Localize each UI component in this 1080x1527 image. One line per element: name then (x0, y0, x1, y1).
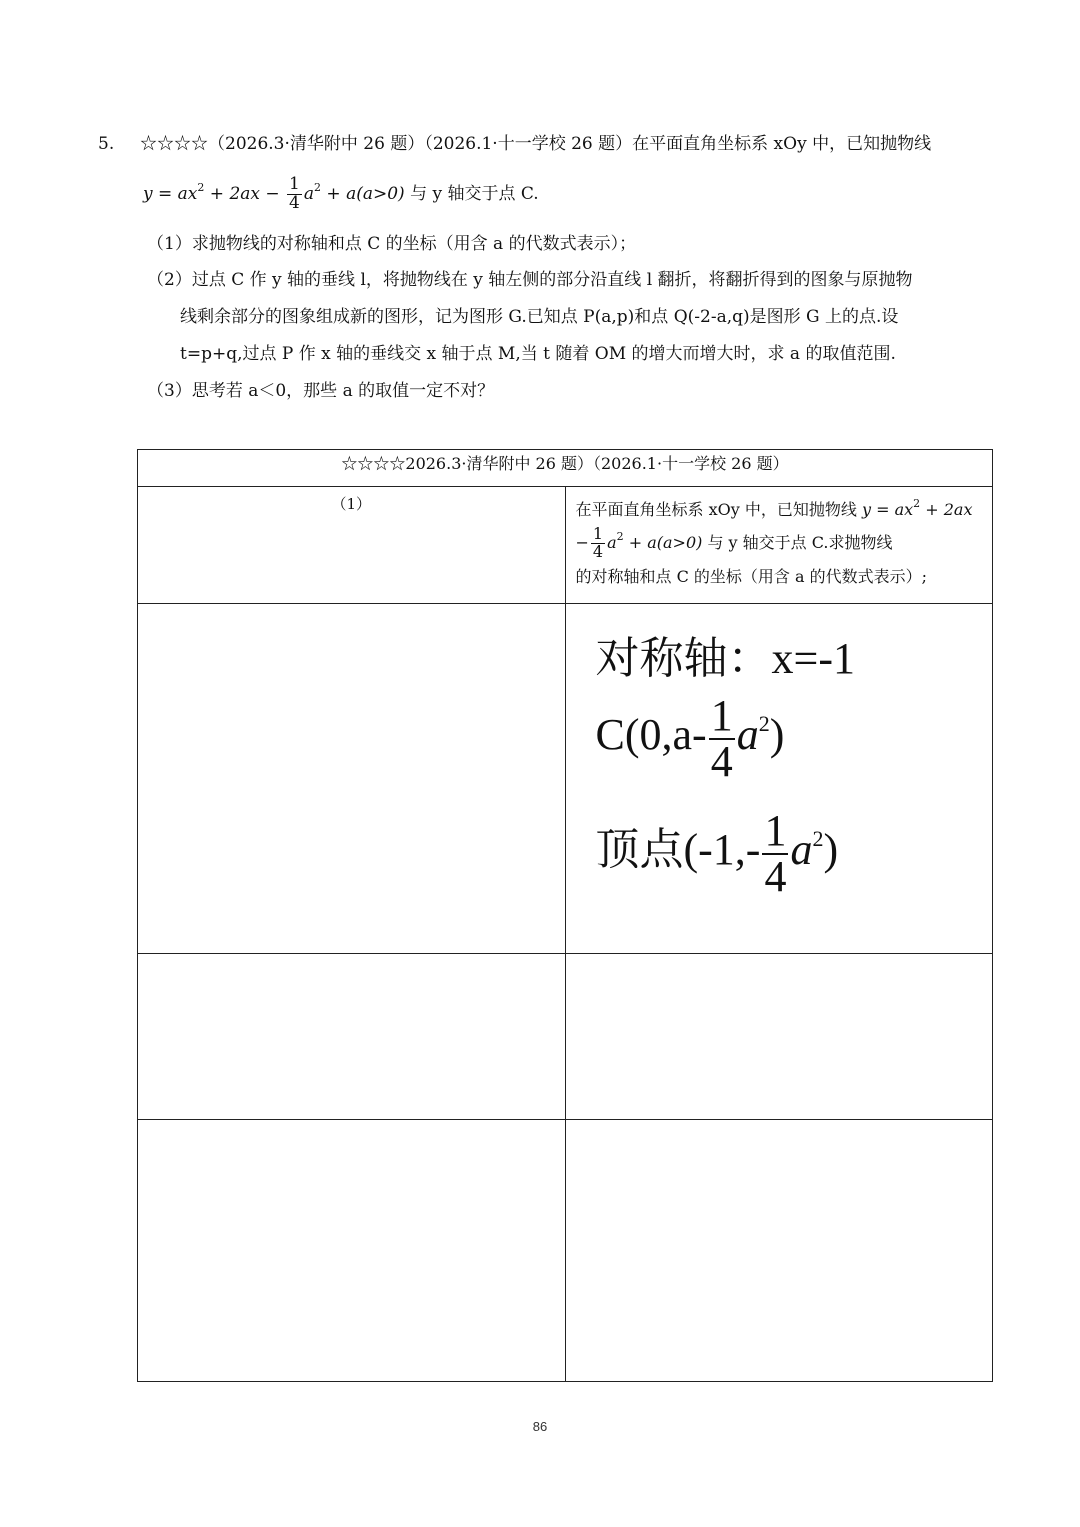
blank-number-cell (138, 953, 566, 1119)
parabola-formula: $y = ax^2 + 2ax$ − $\frac{1}{4}$ $a^2 + a(a>0)$ 与 y 轴交于点 C. (143, 174, 539, 213)
point-c-coordinates: C(0,a- $\frac{1}{4}$ $a^2$) (595, 690, 785, 786)
part-3: （3）思考若 a＜0，那些 a 的取值一定不对？ (147, 381, 495, 401)
blank-answer-cell (565, 1119, 993, 1381)
blank-answer-cell (565, 953, 993, 1119)
answer-cell (565, 603, 993, 953)
blank-number-cell (138, 1119, 566, 1381)
row-number: （1） (138, 487, 566, 604)
part-1: （1）求抛物线的对称轴和点 C 的坐标（用含 a 的代数式表示）； (147, 234, 637, 254)
problem-intro: 在平面直角坐标系 xOy 中，已知抛物线 (632, 134, 932, 154)
part-2-line-2: 线剩余部分的图象组成新的图形，记为图形 G.已知点 P(a,p)和点 Q(-2-a,q)是图形 G 上的点.设 (180, 307, 899, 327)
part-2-line-3: t=p+q,过点 P 作 x 轴的垂线交 x 轴于点 M,当 t 随着 OM 的增大而增大时，求 a 的取值范围. (180, 344, 896, 364)
problem-source: （2026.3·清华附中 26 题）（2026.1·十一学校 26 题） (208, 134, 633, 154)
table-header: ☆☆☆☆2026.3·清华附中 26 题）（2026.1·十一学校 26 题） (138, 450, 993, 487)
part-2-line-1: （2）过点 C 作 y 轴的垂线 l，将抛物线在 y 轴左侧的部分沿直线 l 翻折，将翻折得到的图象与原抛物 (147, 270, 913, 290)
answer-number-cell (138, 603, 566, 953)
vertex-coordinates: 顶点(-1,- $\frac{1}{4}$ $a^2$) (595, 805, 839, 901)
axis-of-symmetry: 对称轴：x=-1 (595, 633, 855, 683)
row-question: 在平面直角坐标系 xOy 中，已知抛物线 $y = ax^2 + 2ax$ − $\frac{1}{4}$ $a^2 + a(a>0)$ 与 y 轴交于点 C.求抛物线 的对称轴和点 C 的坐标（用含 a 的代数式表示）; (565, 487, 993, 604)
problem-heading (140, 134, 931, 154)
fraction-one-quarter: $\frac{1}{4}$ (289, 174, 300, 213)
solution-table (137, 449, 993, 1382)
problem-number: 5. (98, 134, 115, 154)
fraction-one-quarter: $\frac{1}{4}$ (592, 524, 604, 561)
difficulty-stars: ☆☆☆☆ (140, 134, 208, 154)
page-number: 86 (532, 1419, 548, 1434)
